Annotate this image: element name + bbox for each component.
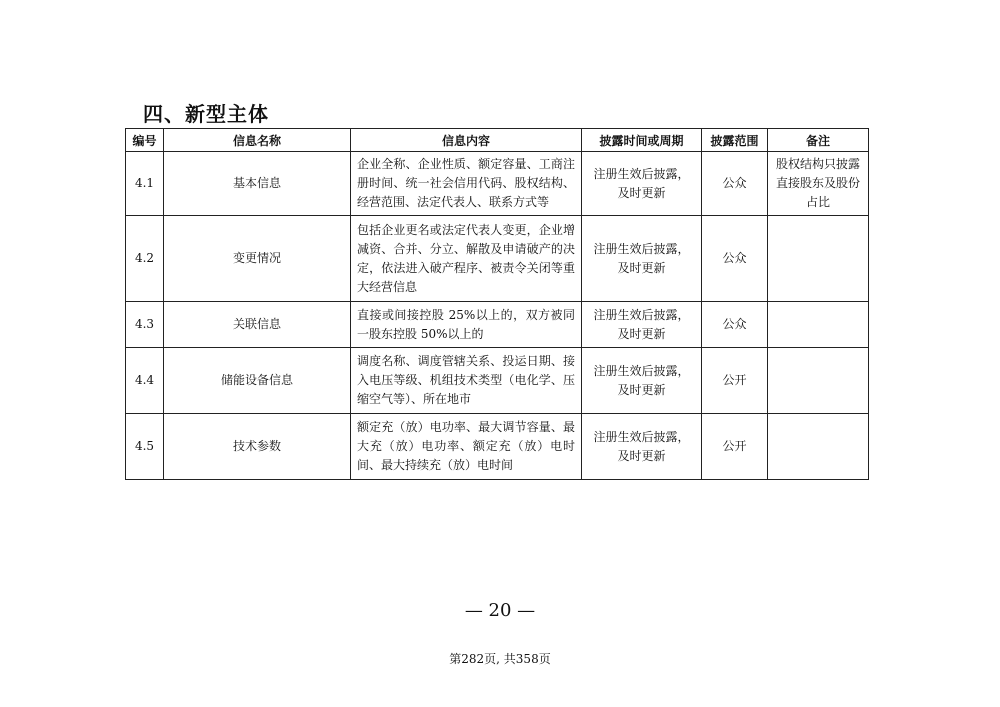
header-info-name: 信息名称 <box>164 129 351 152</box>
row-info-content: 额定充（放）电功率、最大调节容量、最大充（放）电功率、额定充（放）电时间、最大持续充（放）电时间 <box>351 414 582 480</box>
header-number: 编号 <box>126 129 164 152</box>
row-disclosure-time: 注册生效后披露，及时更新 <box>582 152 702 216</box>
page-counter-footer: 第282页, 共358页 <box>449 652 551 666</box>
row-info-name: 储能设备信息 <box>164 348 351 414</box>
header-info-content: 信息内容 <box>351 129 582 152</box>
header-disclosure-time: 披露时间或周期 <box>582 129 702 152</box>
disclosure-table <box>125 128 869 480</box>
row-info-name: 变更情况 <box>164 216 351 302</box>
row-remarks <box>768 414 869 480</box>
row-disclosure-time: 注册生效后披露，及时更新 <box>582 302 702 348</box>
row-info-name: 关联信息 <box>164 302 351 348</box>
row-disclosure-time: 注册生效后披露，及时更新 <box>582 414 702 480</box>
header-disclosure-scope: 披露范围 <box>702 129 768 152</box>
row-info-content: 企业全称、企业性质、额定容量、工商注册时间、统一社会信用代码、股权结构、经营范围、法定代表人、联系方式等 <box>351 152 582 216</box>
row-remarks <box>768 302 869 348</box>
row-number: 4.4 <box>126 348 164 414</box>
row-info-content: 调度名称、调度管辖关系、投运日期、接入电压等级、机组技术类型（电化学、压缩空气等）、所在地市 <box>351 348 582 414</box>
row-remarks: 股权结构只披露直接股东及股份占比 <box>768 152 869 216</box>
row-disclosure-scope: 公众 <box>702 152 768 216</box>
table-row <box>126 152 869 216</box>
row-info-content: 包括企业更名或法定代表人变更，企业增减资、合并、分立、解散及申请破产的决定，依法进入破产程序、被责令关闭等重大经营信息 <box>351 216 582 302</box>
table-row <box>126 348 869 414</box>
row-remarks <box>768 216 869 302</box>
table-row <box>126 302 869 348</box>
section-title: 四、新型主体 <box>143 102 269 126</box>
row-number: 4.2 <box>126 216 164 302</box>
row-disclosure-time: 注册生效后披露，及时更新 <box>582 216 702 302</box>
row-disclosure-scope: 公开 <box>702 348 768 414</box>
header-remarks: 备注 <box>768 129 869 152</box>
page-number: — 20 — <box>464 600 536 621</box>
row-info-name: 基本信息 <box>164 152 351 216</box>
row-disclosure-scope: 公众 <box>702 302 768 348</box>
row-info-name: 技术参数 <box>164 414 351 480</box>
row-number: 4.3 <box>126 302 164 348</box>
row-disclosure-time: 注册生效后披露，及时更新 <box>582 348 702 414</box>
row-number: 4.1 <box>126 152 164 216</box>
table-row <box>126 414 869 480</box>
table-row <box>126 216 869 302</box>
table-header-row <box>126 129 869 152</box>
row-remarks <box>768 348 869 414</box>
row-disclosure-scope: 公开 <box>702 414 768 480</box>
row-number: 4.5 <box>126 414 164 480</box>
row-disclosure-scope: 公众 <box>702 216 768 302</box>
row-info-content: 直接或间接控股 25%以上的，双方被同一股东控股 50%以上的 <box>351 302 582 348</box>
